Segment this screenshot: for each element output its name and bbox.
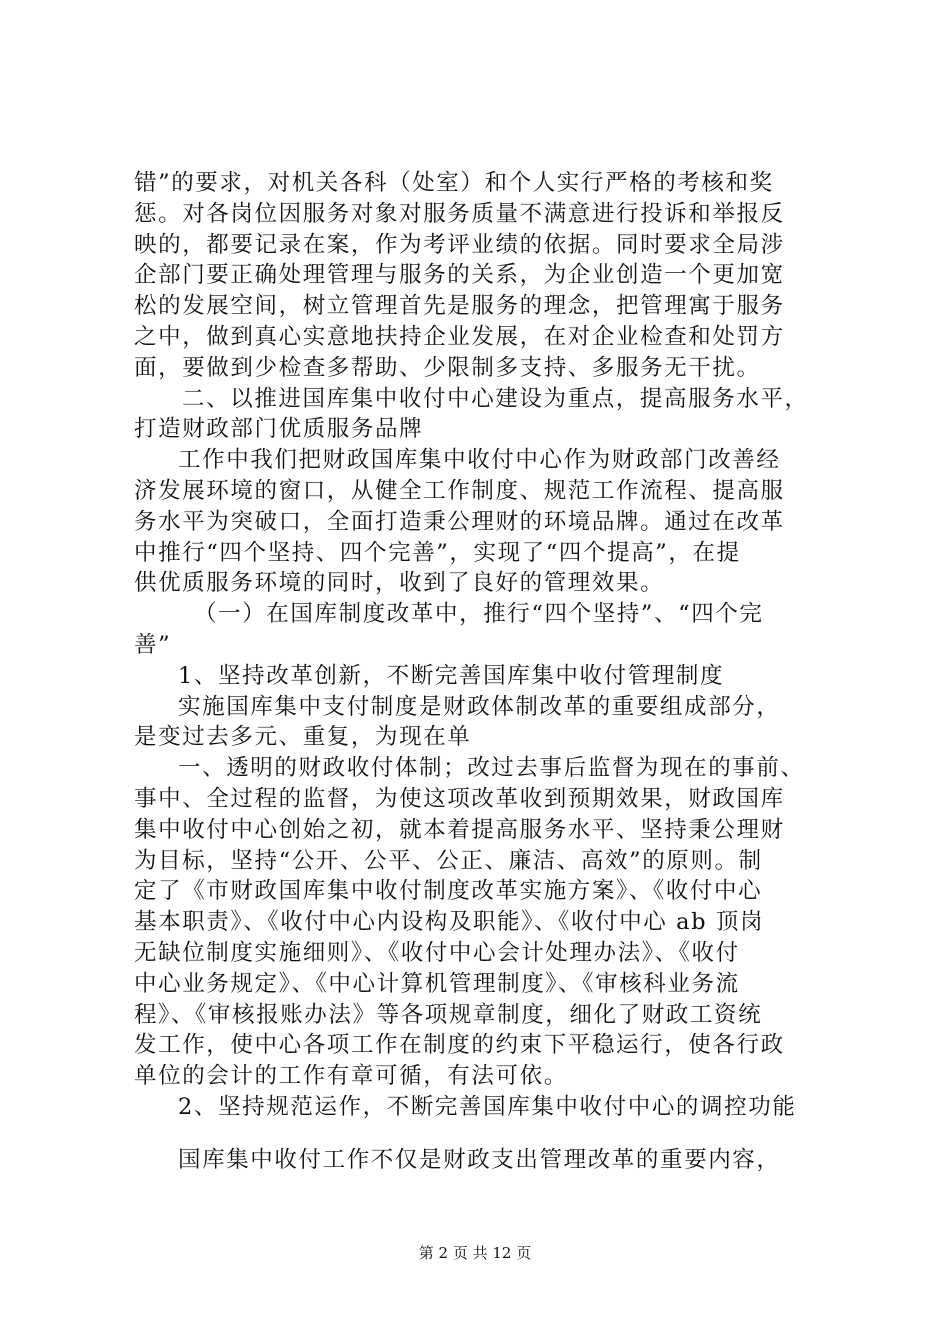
text-line: 济发展环境的窗口，从健全工作制度、规范工作流程、提高服: [134, 477, 785, 504]
subsection-heading: （一）在国库制度改革中，推行“四个坚持”、“四个完: [194, 601, 764, 628]
item-heading: 1、坚持改革创新，不断完善国库集中收付管理制度: [178, 662, 725, 689]
page-number-footer: 第 2 页 共 12 页: [418, 1244, 532, 1262]
text-line: 基本职责》、《收付中心内设构及职能》、《收付中心 ab 顶岗: [134, 909, 765, 936]
text-line: 企部门要正确处理管理与服务的关系，为企业创造一个更加宽: [134, 262, 785, 289]
paragraph-start: 国库集中收付工作不仅是财政支出管理改革的重要内容，: [178, 1146, 781, 1173]
text-line: 事中、全过程的监督，为使这项改革收到预期效果，财政国库: [134, 785, 785, 812]
text-line: 中推行“四个坚持、四个完善”，实现了“四个提高”，在提: [134, 539, 741, 566]
text-line: 发工作，使中心各项工作在制度的约束下平稳运行，使各行政: [134, 1032, 785, 1059]
text-line: 之中，做到真心实意地扶持企业发展，在对企业检查和处罚方: [134, 323, 785, 350]
body-text: [134, 168, 834, 1176]
text-line: 为目标，坚持“公开、公平、公正、廉洁、高效”的原则。制: [134, 847, 763, 874]
text-line: 惩。对各岗位因服务对象对服务质量不满意进行投诉和举报反: [134, 200, 785, 227]
section-heading-cont: 打造财政部门优质服务品牌: [134, 416, 424, 443]
text-line: 映的，都要记录在案，作为考评业绩的依据。同时要求全局涉: [134, 231, 785, 258]
paragraph-start: 一、透明的财政收付体制；改过去事后监督为现在的事前、: [178, 755, 805, 782]
paragraph-start: 工作中我们把财政国库集中收付中心作为财政部门改善经: [178, 447, 781, 474]
subsection-heading-cont: 善”: [134, 631, 172, 658]
text-line: 中心业务规定》、《中心计算机管理制度》、《审核科业务流: [134, 970, 740, 997]
text-line: 程》、《审核报账办法》等各项规章制度，细化了财政工资统: [134, 1001, 763, 1028]
text-line: 单位的会计的工作有章可循，有法可依。: [134, 1063, 568, 1090]
section-heading: 二、以推进国库集中收付中心建设为重点，提高服务水平，: [182, 385, 809, 412]
text-line: 供优质服务环境的同时，收到了良好的管理效果。: [134, 570, 665, 597]
text-line: 集中收付中心创始之初，就本着提高服务水平、坚持秉公理财: [134, 816, 785, 843]
text-line: 是变过去多元、重复，为现在单: [134, 724, 472, 751]
text-line: 无缺位制度实施细则》、《收付中心会计处理办法》、《收付: [134, 939, 740, 966]
text-line: 面，要做到少检查多帮助、少限制多支持、多服务无干扰。: [134, 354, 761, 381]
item-heading: 2、坚持规范运作，不断完善国库集中收付中心的调控功能: [178, 1093, 797, 1120]
paragraph-start: 实施国库集中支付制度是财政体制改革的重要组成部分，: [178, 693, 781, 720]
text-line: 错”的要求，对机关各科（处室）和个人实行严格的考核和奖: [134, 170, 774, 196]
text-line: 务水平为突破口，全面打造秉公理财的环境品牌。通过在改革: [134, 508, 785, 535]
text-line: 松的发展空间，树立管理首先是服务的理念，把管理寓于服务: [134, 293, 785, 320]
text-line: 定了《市财政国库集中收付制度改革实施方案》、《收付中心: [134, 878, 763, 905]
